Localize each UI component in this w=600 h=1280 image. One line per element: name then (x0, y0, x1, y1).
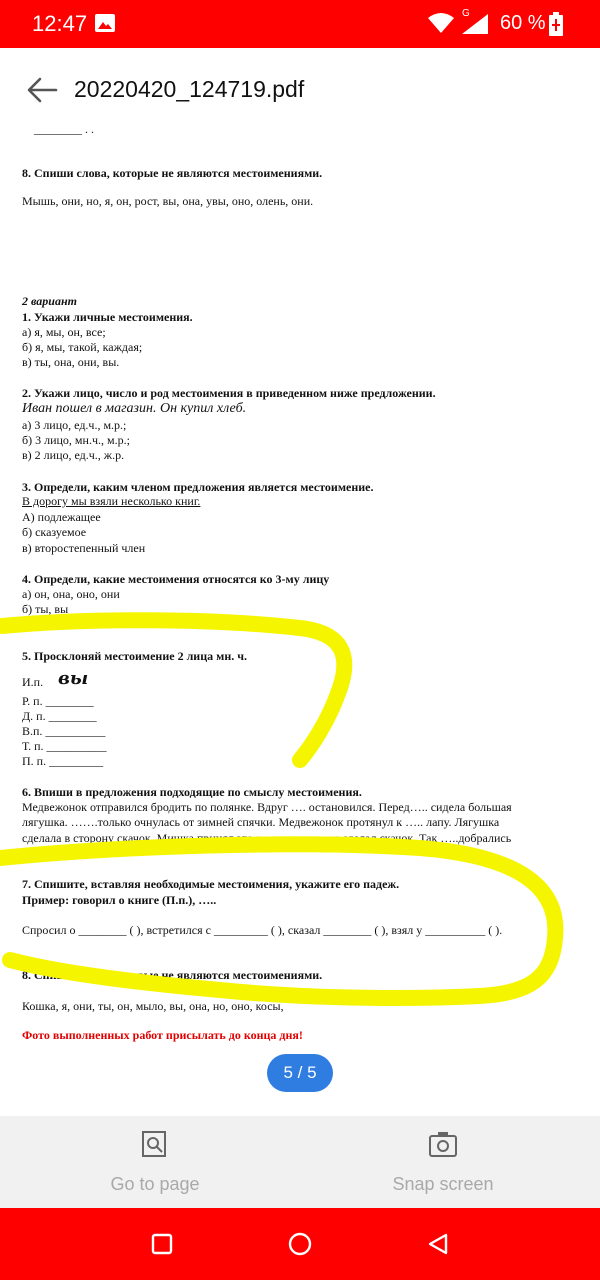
question-7-task: Спросил о ________ ( ), встретился с _________ ( ), сказал ________ ( ), взял у __________ ( ). (22, 923, 503, 937)
question-6-text-line-4: до лужи. (22, 846, 67, 860)
question-1-option-b: б) я, мы, такой, каждая; (22, 340, 143, 354)
network-type-label: G (462, 8, 470, 19)
question-5-case-ip: И.п. (22, 675, 44, 689)
battery-charging-icon (549, 12, 563, 36)
question-8-title: 8. Спиши слова, которые не являются местоимениями. (22, 166, 323, 180)
question-7-title: 7. Спишите, вставляя необходимые местоимения, укажите его падеж. (22, 877, 400, 891)
question-3-option-b: б) сказуемое (22, 525, 87, 539)
question-5-case-vp: В.п. __________ (22, 724, 106, 738)
question-4-title: 4. Определи, какие местоимения относятся ко 3-му лицу (22, 572, 330, 586)
question-3-sentence: В дорогу мы взяли несколько книг. (22, 494, 201, 508)
question-4-option-b: б) ты, вы (22, 602, 69, 616)
status-time: 12:47 (32, 11, 88, 36)
question-6-title: 6. Впиши в предложения подходящие по смыслу местоимения. (22, 785, 362, 799)
question-8b-words: Кошка, я, они, ты, он, мыло, вы, она, но, оно, косы, (22, 999, 284, 1013)
question-6-text-line-1: Медвежонок отправился бродить по полянке. Вдруг …. остановился. Перед….. сидела большая (22, 800, 512, 814)
question-5-case-tp: Т. п. __________ (22, 739, 107, 753)
bottom-toolbar (0, 1116, 600, 1208)
question-6-text-line-2: лягушка. …….только очнулась от зимней спячки. Медвежонок протянул к ….. лапу. Лягушка (22, 815, 500, 829)
top-fragment: ________ . . (34, 128, 94, 136)
question-3-option-c: в) второстепенный член (22, 541, 146, 555)
question-8-words: Мышь, они, но, я, он, рост, вы, она, увы, оно, олень, они. (22, 194, 314, 208)
camera-icon (429, 1130, 457, 1158)
status-bar (0, 0, 600, 48)
gallery-notification-icon (95, 14, 115, 32)
question-2-title: 2. Укажи лицо, число и род местоимения в приведенном ниже предложении. (22, 386, 436, 400)
cell-signal-icon (462, 14, 488, 34)
app-bar (0, 48, 600, 128)
handwritten-answer: вы (58, 668, 89, 689)
footer-note: Фото выполненных работ присылать до конца дня! (22, 1028, 303, 1042)
question-5-case-pp: П. п. _________ (22, 754, 104, 768)
go-to-page-button[interactable] (55, 1116, 255, 1208)
question-2-option-c: в) 2 лицо, ед.ч., ж.р. (22, 448, 125, 462)
question-5-case-dp: Д. п. ________ (22, 709, 97, 723)
snap-screen-label: Snap screen (392, 1174, 494, 1194)
wifi-icon (428, 12, 454, 34)
question-2-option-b: б) 3 лицо, мн.ч., м.р.; (22, 433, 130, 447)
snap-screen-button[interactable] (343, 1116, 543, 1208)
question-1-option-a: а) я, мы, он, все; (22, 325, 106, 339)
question-7-example: Пример: говорил о книге (П.п.), ….. (22, 893, 217, 907)
home-circle-icon[interactable] (288, 1232, 312, 1256)
question-5-case-rp: Р. п. ________ (22, 694, 94, 708)
question-3-title: 3. Определи, каким членом предложения является местоимение. (22, 480, 374, 494)
page-indicator: 5 / 5 (267, 1054, 333, 1092)
document-title: 20220420_124719.pdf (74, 76, 305, 102)
question-1-option-c: в) ты, она, они, вы. (22, 355, 120, 369)
battery-percent: 60 % (500, 12, 546, 34)
question-8b-title: 8. Спиши слова, которые не являются местоимениями. (22, 968, 323, 982)
question-6-text-line-3: сделала в сторону скачок. Мишка принял это за игру. …..тоже сделал скачок. Так …..добрались (22, 831, 512, 845)
recents-square-icon[interactable] (150, 1232, 174, 1256)
system-navigation-bar (0, 1208, 600, 1280)
question-1-title: 1. Укажи личные местоимения. (22, 310, 193, 324)
go-to-page-label: Go to page (110, 1174, 200, 1194)
question-4-option-a: а) он, она, оно, они (22, 587, 120, 601)
question-5-title: 5. Просклоняй местоимение 2 лица мн. ч. (22, 649, 247, 663)
back-arrow-icon[interactable] (24, 72, 60, 108)
search-page-icon (141, 1130, 169, 1158)
question-2-option-a: а) 3 лицо, ед.ч., м.р.; (22, 418, 127, 432)
question-3-option-a: А) подлежащее (22, 510, 101, 524)
pdf-page-view[interactable] (0, 128, 600, 1116)
variant-heading: 2 вариант (22, 294, 77, 308)
back-triangle-icon[interactable] (426, 1232, 450, 1256)
question-2-sentence: Иван пошел в магазин. Он купил хлеб. (22, 401, 247, 416)
